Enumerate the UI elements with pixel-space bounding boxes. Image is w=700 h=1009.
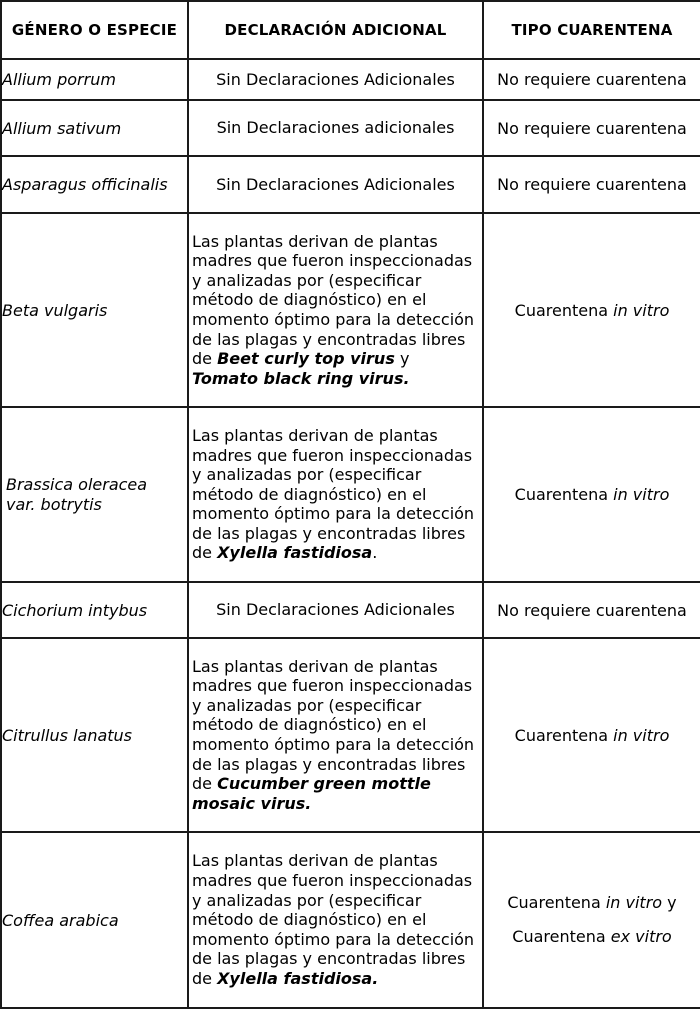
quarantine-type-text: Cuarentena bbox=[514, 485, 609, 504]
header-genero: GÉNERO O ESPECIE bbox=[1, 1, 188, 59]
pathogen-name: Xylella fastidiosa. bbox=[217, 968, 379, 988]
quarantine-type-text: Cuarentena bbox=[514, 725, 609, 745]
declaration-cell: Sin Declaraciones Adicionales bbox=[188, 582, 483, 638]
species-cell: Beta vulgaris bbox=[1, 213, 188, 407]
declaration-text: Las plantas derivan de plantas madres que fueron inspeccionadas y analizadas por (especificar método de diagnóstico) en el momento óptimo para la detección de las plagas y encontradas libres de bbox=[192, 425, 475, 563]
species-cell: Asparagus officinalis bbox=[1, 156, 188, 213]
quarantine-type-mode: in vitro bbox=[613, 725, 670, 745]
declaration-cell bbox=[188, 832, 483, 1008]
species-cell bbox=[1, 407, 188, 582]
species-cell: Allium sativum bbox=[1, 100, 188, 156]
quarantine-type-cell bbox=[483, 213, 700, 407]
declaration-cell bbox=[188, 407, 483, 582]
quarantine-type-cell bbox=[483, 407, 700, 582]
species-cell: Citrullus lanatus bbox=[1, 638, 188, 832]
quarantine-type-connector: y bbox=[667, 893, 677, 912]
quarantine-type-text: Cuarentena bbox=[514, 300, 609, 320]
quarantine-type-cell bbox=[483, 638, 700, 832]
quarantine-type-text: Cuarentena bbox=[507, 893, 601, 912]
quarantine-type-line bbox=[484, 886, 700, 920]
declaration-cell bbox=[188, 638, 483, 832]
quarantine-type-cell bbox=[483, 832, 700, 1008]
header-row bbox=[1, 1, 700, 59]
table-row bbox=[1, 638, 700, 832]
declaration-cell: Sin Declaraciones adicionales bbox=[188, 100, 483, 156]
quarantine-type-mode: in vitro bbox=[605, 893, 663, 912]
quarantine-type-mode: in vitro bbox=[613, 485, 670, 504]
table-row bbox=[1, 407, 700, 582]
species-cell: Cichorium intybus bbox=[1, 582, 188, 638]
table-row bbox=[1, 582, 700, 638]
declaration-cell: Sin Declaraciones Adicionales bbox=[188, 59, 483, 100]
quarantine-type-mode: in vitro bbox=[613, 300, 670, 320]
table-row bbox=[1, 59, 700, 100]
declaration-connector: y bbox=[399, 349, 410, 369]
declaration-cell bbox=[188, 213, 483, 407]
quarantine-type-line bbox=[484, 920, 700, 954]
table-row bbox=[1, 213, 700, 407]
table-row bbox=[1, 100, 700, 156]
declaration-text: Las plantas derivan de plantas madres que fueron inspeccionadas y analizadas por (especificar método de diagnóstico) en el momento óptimo para la detección de las plagas y encontradas libres de bbox=[192, 656, 475, 794]
quarantine-type-cell: No requiere cuarentena bbox=[483, 59, 700, 100]
declaration-cell: Sin Declaraciones Adicionales bbox=[188, 156, 483, 213]
species-name: Brassica oleracea bbox=[6, 474, 148, 494]
table-row bbox=[1, 156, 700, 213]
quarantine-type-cell: No requiere cuarentena bbox=[483, 100, 700, 156]
quarantine-type-cell: No requiere cuarentena bbox=[483, 582, 700, 638]
species-cell: Coffea arabica bbox=[1, 832, 188, 1008]
declaration-text: Las plantas derivan de plantas madres que fueron inspeccionadas y analizadas por (especificar método de diagnóstico) en el momento óptimo para la detección de las plagas y encontradas libres de bbox=[192, 231, 475, 369]
header-tipo: TIPO CUARENTENA bbox=[483, 1, 700, 59]
pathogen-name: Cucumber green mottle mosaic virus. bbox=[192, 774, 431, 813]
declaration-suffix: . bbox=[372, 543, 378, 563]
quarantine-type-text: Cuarentena bbox=[512, 927, 606, 946]
species-cell: Allium porrum bbox=[1, 59, 188, 100]
quarantine-type-mode: ex vitro bbox=[610, 927, 672, 946]
pathogen-name: Tomato black ring virus. bbox=[192, 368, 410, 388]
quarantine-type-cell: No requiere cuarentena bbox=[483, 156, 700, 213]
header-declaracion: DECLARACIÓN ADICIONAL bbox=[188, 1, 483, 59]
pathogen-name: Beet curly top virus bbox=[217, 349, 395, 369]
pathogen-name: Xylella fastidiosa bbox=[217, 543, 373, 563]
species-variety: var. botrytis bbox=[6, 494, 102, 514]
table-row bbox=[1, 832, 700, 1008]
declaration-text: Las plantas derivan de plantas madres que fueron inspeccionadas y analizadas por (especificar método de diagnóstico) en el momento óptimo para la detección de las plagas y encontradas libres de bbox=[192, 851, 475, 988]
